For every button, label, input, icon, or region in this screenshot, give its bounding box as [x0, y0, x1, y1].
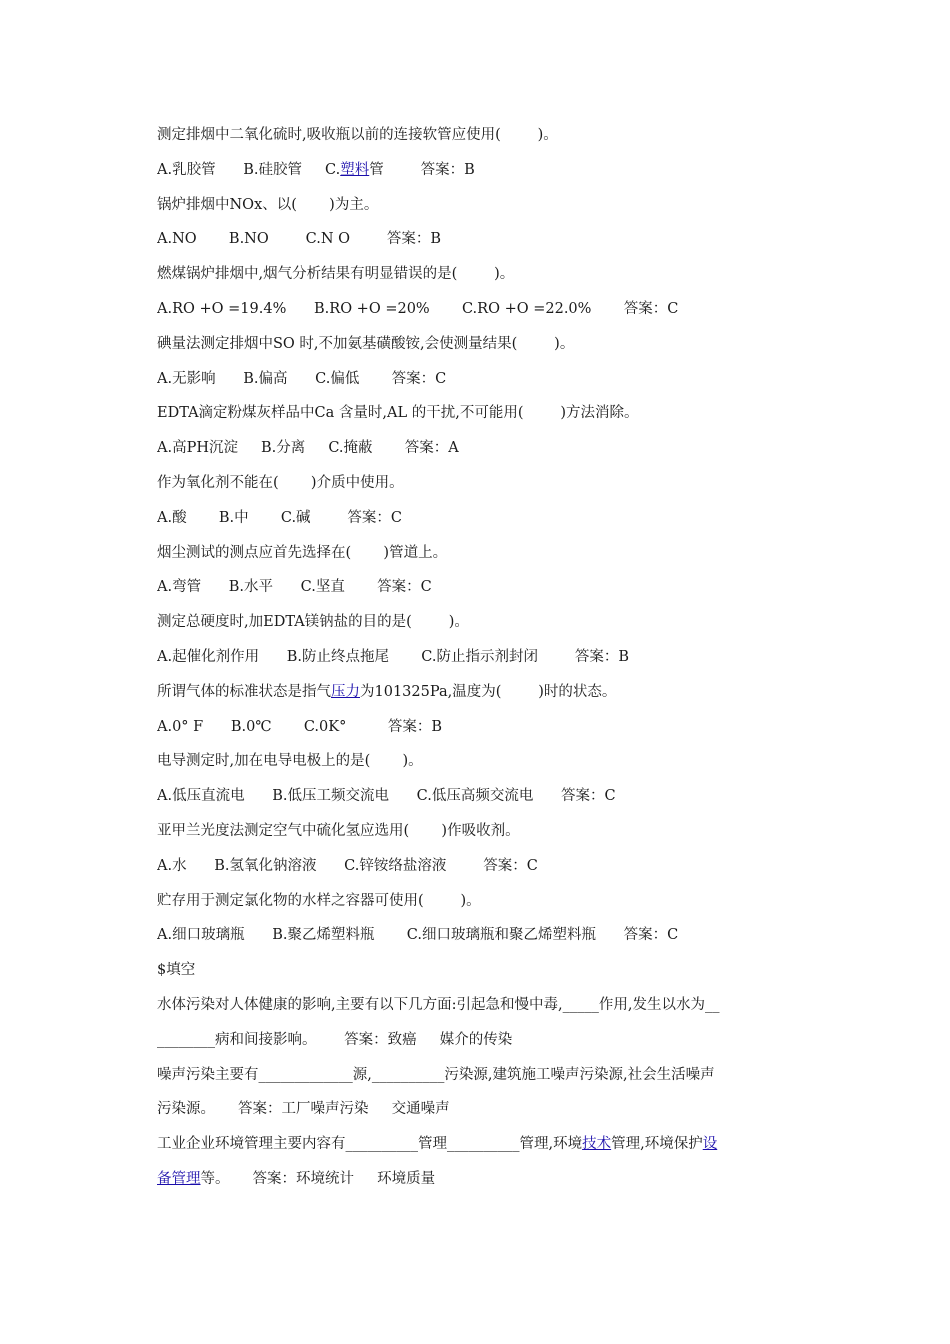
- text-line: [157, 466, 797, 501]
- hyperlink[interactable]: 技术: [582, 1136, 612, 1153]
- text-segment: A.RO +O =19.4% B.RO +O =20% C.RO +O =22.0% 答案：C: [157, 300, 679, 317]
- text-line: [157, 675, 797, 710]
- text-segment: $填空: [157, 962, 196, 979]
- text-line: [157, 953, 797, 988]
- text-line: [157, 710, 797, 745]
- text-segment: 电导测定时,加在电导电极上的是( )。: [157, 753, 423, 770]
- text-segment: A.酸 B.中 C.碱 答案：C: [157, 509, 403, 526]
- text-line: [157, 536, 797, 571]
- text-segment: A.低压直流电 B.低压工频交流电 C.低压高频交流电 答案：C: [157, 788, 616, 805]
- text-segment: A.0° F B.0℃ C.0K° 答案：B: [157, 718, 442, 735]
- text-line: [157, 118, 797, 153]
- text-line: [157, 501, 797, 536]
- text-line: [157, 918, 797, 953]
- hyperlink[interactable]: 压力: [331, 683, 360, 700]
- text-segment: 亚甲兰光度法测定空气中硫化氢应选用( )作吸收剂。: [157, 822, 520, 839]
- text-line: [157, 884, 797, 919]
- text-segment: 工业企业环境管理主要内容有__________管理__________管理,环境: [157, 1136, 583, 1153]
- text-segment: 为101325Pa,温度为( )时的状态。: [360, 683, 617, 700]
- text-segment: A.高PH沉淀 B.分离 C.掩蔽 答案：A: [157, 440, 459, 457]
- text-segment: 管理,环境保护: [611, 1136, 703, 1153]
- text-segment: A.乳胶管 B.硅胶管 C.: [157, 161, 341, 178]
- hyperlink[interactable]: 备管理: [157, 1170, 201, 1187]
- text-line: [157, 327, 797, 362]
- text-segment: A.细口玻璃瓶 B.聚乙烯塑料瓶 C.细口玻璃瓶和聚乙烯塑料瓶 答案：C: [157, 927, 679, 944]
- text-line: [157, 362, 797, 397]
- text-segment: 所谓气体的标准状态是指气: [157, 683, 331, 700]
- text-line: [157, 988, 797, 1023]
- text-line: [157, 849, 797, 884]
- text-line: [157, 188, 797, 223]
- text-line: [157, 814, 797, 849]
- text-line: [157, 431, 797, 466]
- text-line: [157, 640, 797, 675]
- text-segment: 贮存用于测定氯化物的水样之容器可使用( )。: [157, 892, 481, 909]
- text-segment: 污染源。 答案：工厂噪声污染 交通噪声: [157, 1101, 450, 1118]
- text-line: [157, 605, 797, 640]
- text-segment: A.水 B.氢氧化钠溶液 C.锌铵络盐溶液 答案：C: [157, 857, 538, 874]
- text-line: [157, 779, 797, 814]
- hyperlink[interactable]: 塑料: [340, 161, 370, 178]
- text-segment: 噪声污染主要有_____________源,__________污染源,建筑施工噪声污染源,社会生活噪声: [157, 1066, 715, 1083]
- text-line: [157, 1162, 797, 1197]
- text-line: [157, 1058, 797, 1093]
- text-line: [157, 570, 797, 605]
- text-segment: A.弯管 B.水平 C.坚直 答案：C: [157, 579, 432, 596]
- text-segment: 管 答案：B: [369, 161, 475, 178]
- text-segment: 作为氧化剂不能在( )介质中使用。: [157, 474, 404, 491]
- text-line: [157, 1127, 797, 1162]
- text-line: [157, 292, 797, 327]
- text-segment: 锅炉排烟中NOx、以( )为主。: [157, 196, 379, 213]
- text-line: [157, 396, 797, 431]
- text-line: [157, 744, 797, 779]
- text-line: [157, 1023, 797, 1058]
- text-segment: 测定总硬度时,加EDTA镁钠盐的目的是( )。: [157, 614, 469, 631]
- text-line: [157, 153, 797, 188]
- text-segment: A.起催化剂作用 B.防止终点拖尾 C.防止指示剂封闭 答案：B: [157, 648, 629, 665]
- text-segment: 等。 答案：环境统计 环境质量: [200, 1170, 436, 1187]
- text-line: [157, 1092, 797, 1127]
- text-segment: 碘量法测定排烟中SO 时,不加氨基磺酸铵,会使测量结果( )。: [157, 335, 575, 352]
- text-segment: 燃煤锅炉排烟中,烟气分析结果有明显错误的是( )。: [157, 266, 515, 283]
- text-line: [157, 257, 797, 292]
- text-segment: 测定排烟中二氧化硫时,吸收瓶以前的连接软管应使用( )。: [157, 127, 558, 143]
- hyperlink[interactable]: 设: [702, 1136, 718, 1153]
- text-segment: 烟尘测试的测点应首先选择在( )管道上。: [157, 544, 448, 561]
- text-segment: A.NO B.NO C.N O 答案：B: [157, 231, 442, 248]
- text-segment: A.无影响 B.偏高 C.偏低 答案：C: [157, 370, 447, 387]
- text-segment: EDTA滴定粉煤灰样品中Ca 含量时,AL 的干扰,不可能用( )方法消除。: [157, 405, 639, 422]
- text-segment: 水体污染对人体健康的影响,主要有以下几方面:引起急和慢中毒,_____作用,发生以水为__: [157, 996, 720, 1013]
- document-page: [157, 118, 797, 1197]
- text-segment: ________病和间接影响。 答案：致癌 媒介的传染: [157, 1031, 513, 1048]
- text-line: [157, 222, 797, 257]
